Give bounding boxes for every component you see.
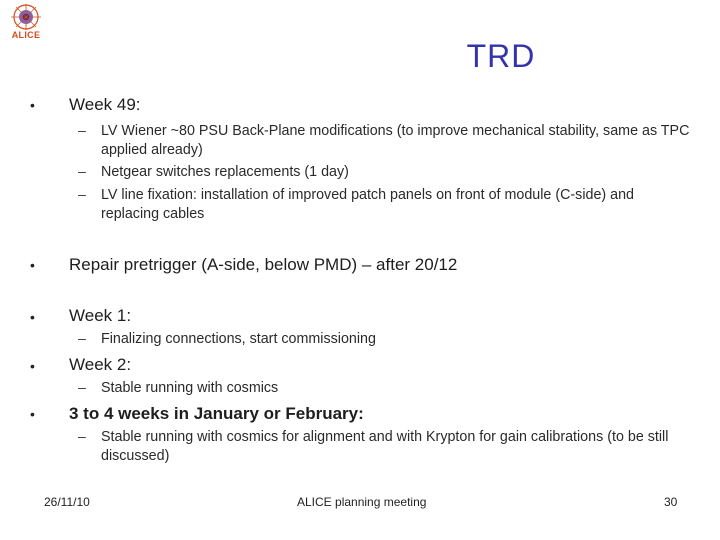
item-week-49: Week 49: [69,95,141,114]
bullet-icon: • [30,358,35,374]
dash-icon: – [78,428,86,444]
dash-icon: – [78,330,86,346]
item-3-to-4-weeks: 3 to 4 weeks in January or February: [69,404,364,423]
slide-title-text: TRD [466,38,536,74]
bullet-icon: • [30,309,35,325]
subitem-stable-cosmics: Stable running with cosmics [101,380,279,396]
subitem-finalizing: Finalizing connections, start commissioning [101,331,376,347]
bullet-icon: • [30,257,35,273]
subitem-stable-krypton: Stable running with cosmics for alignment and with Krypton for gain calibrations (to be still discussed) [101,429,669,464]
item-repair-pretrigger: Repair pretrigger (A-side, below PMD) – after 20/12 [69,255,458,274]
alice-logo-icon [6,3,46,33]
slide-title [0,38,720,75]
dash-icon: – [78,379,86,395]
dash-icon: – [78,163,86,179]
item-week-1: Week 1: [69,306,132,325]
footer-page-number: 30 [664,495,678,509]
subitem-netgear: Netgear switches replacements (1 day) [101,164,349,180]
subitem-lv-line: LV line fixation: installation of improved patch panels on front of module (C-side) and replacing cables [101,187,634,222]
alice-logo [6,3,46,41]
bullet-icon: • [30,97,35,113]
logo-text: ALICE [11,30,41,40]
subitem-lv-wiener: LV Wiener ~80 PSU Back-Plane modifications (to improve mechanical stability, same as TPC applied already) [101,123,690,158]
footer-meeting: ALICE planning meeting [297,495,427,509]
footer-date: 26/11/10 [44,495,90,509]
dash-icon: – [78,122,86,138]
dash-icon: – [78,186,86,202]
item-week-2: Week 2: [69,355,132,374]
bullet-icon: • [30,406,35,422]
